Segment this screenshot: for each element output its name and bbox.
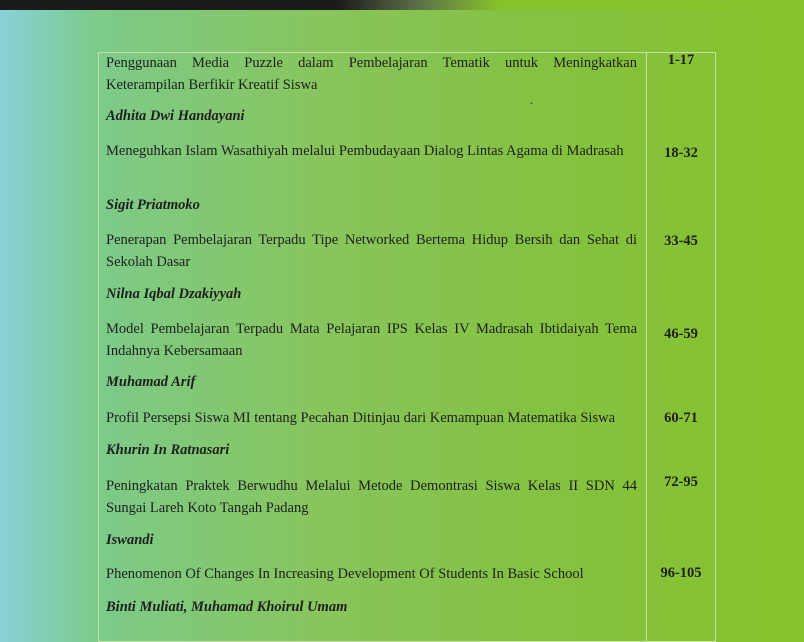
toc-entry (106, 563, 716, 615)
article-title[interactable]: Peningkatan Praktek Berwudhu Melalui Metode Demontrasi Siswa Kelas II SDN 44 Sungai Lareh Koto Tangah Padang (106, 478, 637, 516)
article-title[interactable]: Model Pembelajaran Terpadu Mata Pelajaran IPS Kelas IV Madrasah Ibtidaiyah Tema Indahnya Kebersamaan (106, 321, 637, 359)
article-title[interactable]: Phenomenon Of Changes In Increasing Development Of Students In Basic School (106, 566, 584, 582)
toc-entry (106, 52, 716, 124)
page-range: 60-71 (664, 410, 698, 426)
article-title[interactable]: Meneguhkan Islam Wasathiyah melalui Pembudayaan Dialog Lintas Agama di Madrasah (106, 143, 624, 159)
page-range: 18-32 (664, 145, 698, 161)
article-author: Sigit Priatmoko (106, 197, 200, 213)
top-banner-bar (0, 0, 804, 10)
page-range: 46-59 (664, 326, 698, 342)
toc-entry (106, 474, 716, 548)
article-title[interactable]: Penggunaan Media Puzzle dalam Pembelajaran Tematik untuk Meningkatkan Keterampilan Berfikir Kreatif Siswa (106, 55, 637, 93)
article-author: Iswandi (106, 532, 154, 548)
article-title[interactable]: Profil Persepsi Siswa MI tentang Pecahan Ditinjau dari Kemampuan Matematika Siswa (106, 410, 616, 426)
toc-entry (106, 140, 716, 213)
article-author: Binti Muliati, Muhamad Khoirul Umam (106, 599, 348, 615)
toc-entry (106, 229, 716, 302)
toc-entry (106, 318, 716, 390)
page-range: 96-105 (660, 565, 702, 581)
article-author: Adhita Dwi Handayani (106, 108, 245, 124)
article-title[interactable]: Penerapan Pembelajaran Terpadu Tipe Networked Bertema Hidup Bersih dan Sehat di Sekolah Dasar (106, 232, 637, 270)
page-range: 1-17 (667, 52, 695, 68)
article-author: Nilna Iqbal Dzakiyyah (106, 286, 242, 302)
article-author: Khurin In Ratnasari (106, 442, 230, 458)
page-range: 72-95 (664, 474, 698, 490)
article-author: Muhamad Arif (106, 374, 196, 390)
toc-entry (106, 407, 716, 458)
stray-dot: . (530, 93, 533, 107)
page-range: 33-45 (664, 233, 698, 249)
